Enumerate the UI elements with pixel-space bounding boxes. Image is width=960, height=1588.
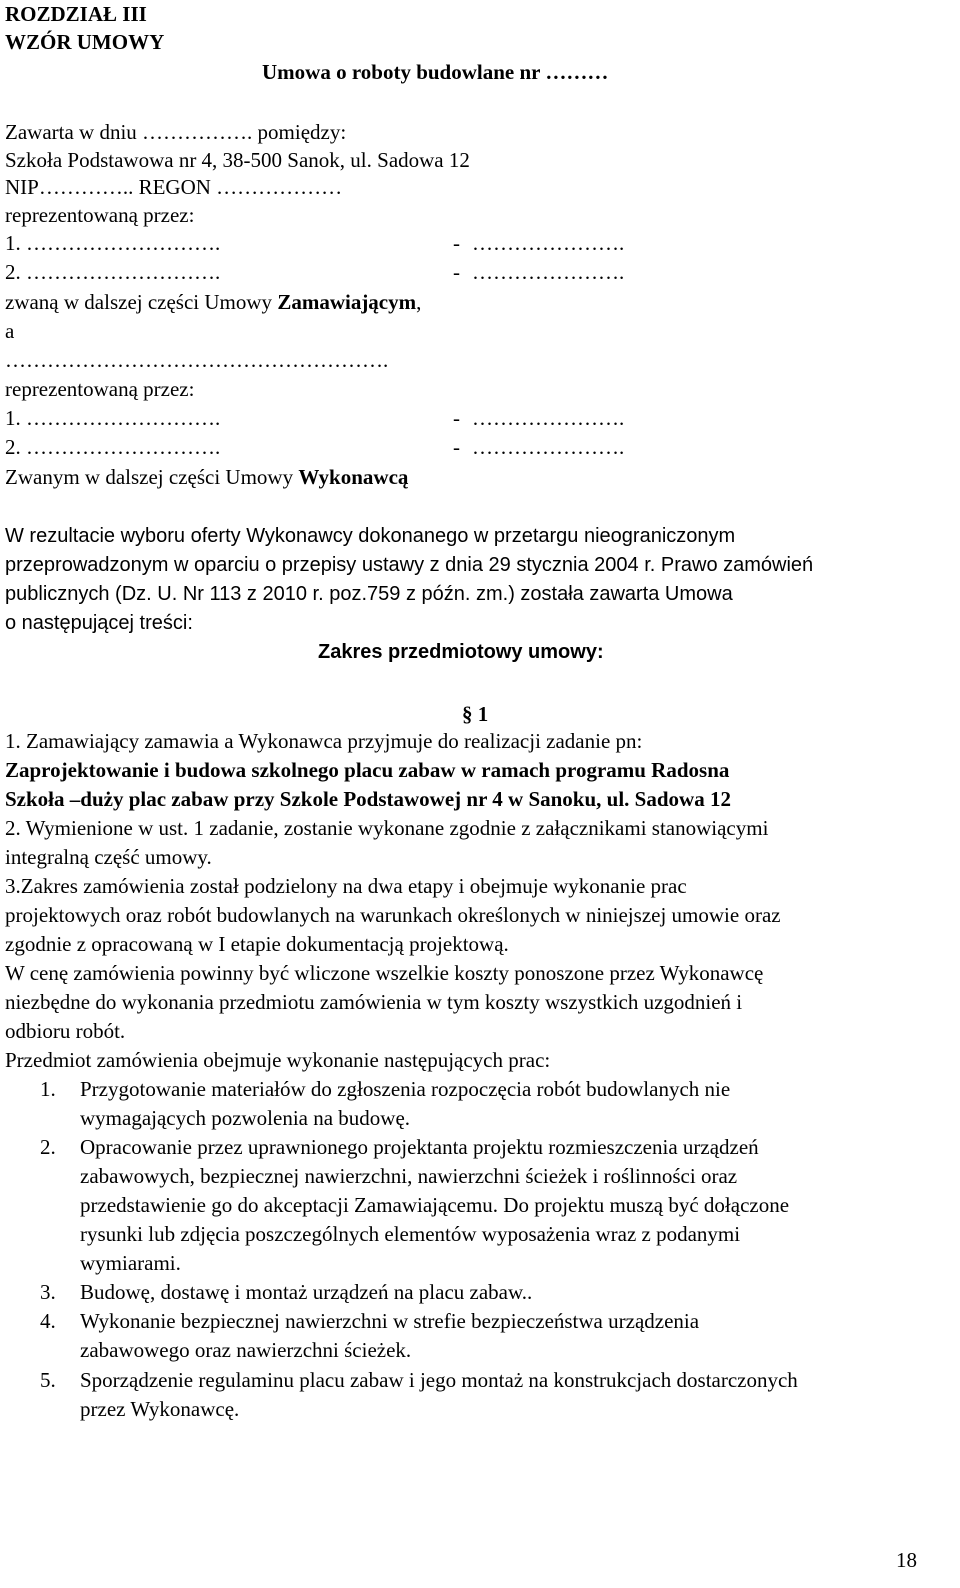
section1-line-4: 2. Wymienione w ust. 1 zadanie, zostanie wykonane zgodnie z załącznikami stanowiącymi (5, 816, 769, 840)
works-item-2-line-4: rysunki lub zdjęcia poszczególnych elementów wyposażenia wraz z podanymi (80, 1222, 741, 1246)
works-item-2-line-2: zabawowych, bezpiecznej nawierzchni, nawierzchni ścieżek i roślinności oraz (80, 1164, 738, 1188)
chapter-title: WZÓR UMOWY (5, 30, 165, 54)
contractor-name: Wykonawcą (298, 465, 409, 489)
ordering-suffix: , (416, 290, 422, 314)
works-item-5-number: 5. (40, 1368, 56, 1392)
section1-line-10: niezbędne do wykonania przedmiotu zamówienia w tym koszty wszystkich uzgodnień i (5, 990, 743, 1014)
rep2-item-2: 2. ………………………. (5, 435, 221, 459)
works-item-5-line-1: Sporządzenie regulaminu placu zabaw i jego montaż na konstrukcjach dostarczonych (80, 1368, 798, 1392)
works-item-1-line-1: Przygotowanie materiałów do zgłoszenia rozpoczęcia robót budowlanych nie (80, 1077, 731, 1101)
works-item-2-line-3: przedstawienie go do akceptacji Zamawiającemu. Do projektu muszą być dołączone (80, 1193, 790, 1217)
works-item-4-number: 4. (40, 1309, 56, 1333)
works-item-2-line-5: wymiarami. (80, 1251, 181, 1275)
represented-by-2: reprezentowaną przez: (5, 377, 195, 401)
scope-heading: Zakres przedmiotowy umowy: (318, 641, 604, 663)
rep1-item-1-dots: …………………. (472, 231, 625, 255)
works-item-2-line-1: Opracowanie przez uprawnionego projektanta projektu rozmieszczenia urządzeń (80, 1135, 759, 1159)
works-item-2-number: 2. (40, 1135, 56, 1159)
section1-task-title-1: Zaprojektowanie i budowa szkolnego placu zabaw w ramach programu Radosna (5, 758, 730, 782)
rep1-item-2: 2. ………………………. (5, 260, 221, 284)
works-item-5-line-2: przez Wykonawcę. (80, 1397, 240, 1421)
works-item-1-line-2: wymagających pozwolenia na budowę. (80, 1106, 411, 1130)
rep2-item-2-dots: …………………. (472, 435, 625, 459)
contractor-dots: ………………………………………………. (5, 348, 389, 372)
intro-line-4: o następującej treści: (5, 612, 193, 634)
works-item-4-line-1: Wykonanie bezpiecznej nawierzchni w strefie bezpieczeństwa urządzenia (80, 1309, 700, 1333)
rep1-item-1: 1. ………………………. (5, 231, 221, 255)
rep2-item-1-dots: …………………. (472, 406, 625, 430)
section1-line-6: 3.Zakres zamówienia został podzielony na dwa etapy i obejmuje wykonanie prac (5, 874, 687, 898)
chapter-number: ROZDZIAŁ III (5, 2, 147, 26)
and-line: a (5, 319, 15, 343)
represented-by-1: reprezentowaną przez: (5, 203, 195, 227)
contractor-prefix: Zwanym w dalszej części Umowy (5, 465, 299, 489)
section1-line-12: Przedmiot zamówienia obejmuje wykonanie następujących prac: (5, 1048, 551, 1072)
school-line: Szkoła Podstawowa nr 4, 38-500 Sanok, ul. Sadowa 12 (5, 148, 470, 172)
section1-line-5: integralną część umowy. (5, 845, 212, 869)
rep1-item-1-dash: - (453, 231, 460, 255)
rep1-item-2-dots: …………………. (472, 260, 625, 284)
works-item-4-line-2: zabawowego oraz nawierzchni ścieżek. (80, 1338, 412, 1362)
intro-line-1: W rezultacie wyboru oferty Wykonawcy dokonanego w przetargu nieograniczonym (5, 525, 736, 547)
section-symbol: § 1 (462, 702, 489, 726)
section1-line-11: odbioru robót. (5, 1019, 126, 1043)
section1-line-7: projektowych oraz robót budowlanych na warunkach określonych w niniejszej umowie oraz (5, 903, 781, 927)
rep1-item-2-dash: - (453, 260, 460, 284)
contract-title: Umowa o roboty budowlane nr ……… (262, 60, 609, 84)
works-item-1-number: 1. (40, 1077, 56, 1101)
contractor-line (5, 463, 408, 492)
intro-line-2: przeprowadzonym w oparciu o przepisy ustawy z dnia 29 stycznia 2004 r. Prawo zamówień (5, 554, 814, 576)
rep2-item-1-dash: - (453, 406, 460, 430)
page-number: 18 (896, 1548, 917, 1572)
ordering-party-line (5, 288, 421, 317)
ordering-prefix: zwaną w dalszej części Umowy (5, 290, 278, 314)
intro-line-3: publicznych (Dz. U. Nr 113 z 2010 r. poz.759 z późn. zm.) została zawarta Umowa (5, 583, 733, 605)
ordering-name: Zamawiającym (277, 290, 417, 314)
concluded-line: Zawarta w dniu ……………. pomiędzy: (5, 120, 347, 144)
rep2-item-1: 1. ………………………. (5, 406, 221, 430)
nip-regon-line: NIP………….. REGON ……………… (5, 175, 343, 199)
works-item-3-line-1: Budowę, dostawę i montaż urządzeń na placu zabaw.. (80, 1280, 533, 1304)
section1-line-8: zgodnie z opracowaną w I etapie dokumentacją projektową. (5, 932, 509, 956)
rep2-item-2-dash: - (453, 435, 460, 459)
works-item-3-number: 3. (40, 1280, 56, 1304)
section1-line-1: 1. Zamawiający zamawia a Wykonawca przyjmuje do realizacji zadanie pn: (5, 729, 643, 753)
section1-line-9: W cenę zamówienia powinny być wliczone wszelkie koszty ponoszone przez Wykonawcę (5, 961, 764, 985)
section1-task-title-2: Szkoła –duży plac zabaw przy Szkole Podstawowej nr 4 w Sanoku, ul. Sadowa 12 (5, 787, 731, 811)
